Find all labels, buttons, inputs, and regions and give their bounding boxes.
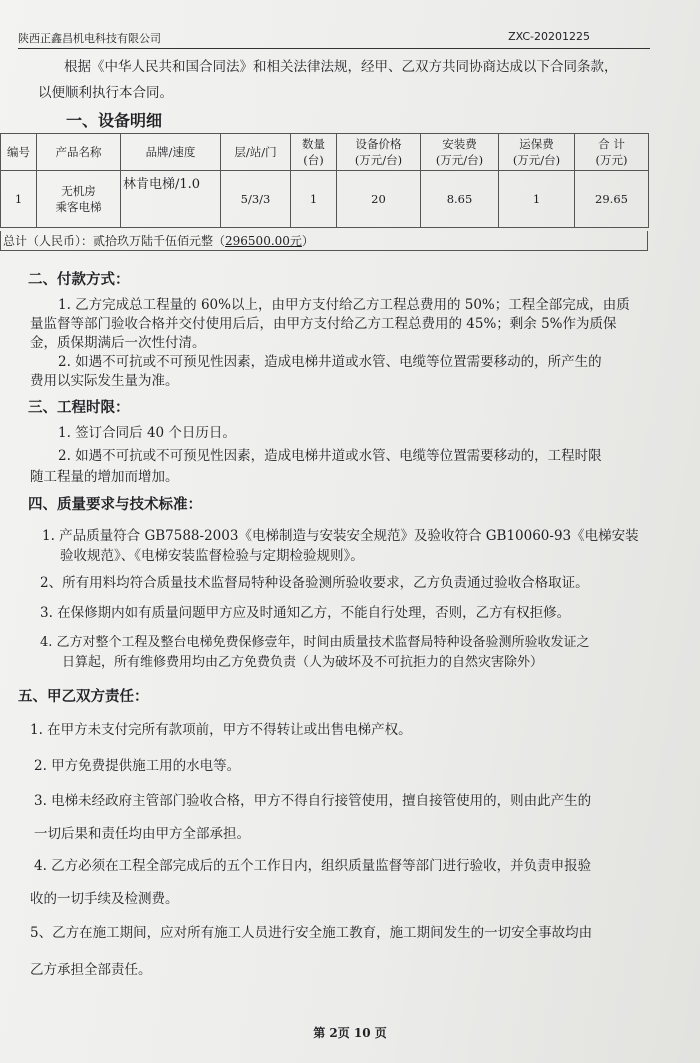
section5-line: 3. 电梯未经政府主管部门验收合格，甲方不得自行接管使用，擅自接管使用的，则由此产生的 [34,793,592,809]
cell-transport: 1 [499,171,575,228]
intro-line-2: 以便顺利执行本合同。 [38,85,173,101]
section3-line: 1. 签订合同后 40 个日历日。 [58,425,236,441]
section3-line: 随工程量的增加而增加。 [30,469,179,485]
total-amount-row: 总计（人民币）：贰拾玖万陆千伍佰元整（296500.00元） [0,231,648,251]
col-header-name: 产品名称 [37,134,121,171]
doc-code: ZXC-20201225 [508,30,590,43]
intro-line-1: 根据《中华人民共和国合同法》和相关法律法规，经甲、乙双方共同协商达成以下合同条款， [64,59,618,75]
table-header-row [1,134,649,171]
section4-title: 四、质量要求与技术标准： [28,497,202,513]
cell-floors: 5/3/3 [221,171,291,228]
section2-line: 量监督等部门验收合格并交付使用后后，由甲方支付给乙方工程总费用的 45%；剩余 5%作为质保 [30,316,617,332]
table-row [1,171,649,228]
section5-line: 乙方承担全部责任。 [30,962,152,978]
section1-title: 一、设备明细 [66,111,163,130]
equipment-table [0,133,649,228]
section5-title: 五、甲乙双方责任： [18,689,149,705]
col-header-no: 编号 [1,134,37,171]
section5-line: 1. 在甲方未支付完所有款项前，甲方不得转让或出售电梯产权。 [30,722,412,738]
section2-line: 费用以实际发生量为准。 [30,373,179,389]
section4-line: 1. 产品质量符合 GB7588-2003《电梯制造与安装安全规范》及验收符合 GB10060-93《电梯安装 [42,528,639,544]
section2-title: 二、付款方式： [28,272,130,288]
section4-line: 2、所有用料均符合质量技术监督局特种设备验测所验收要求，乙方负责通过验收合格取证。 [40,575,589,591]
cell-qty: 1 [291,171,337,228]
cell-total: 29.65 [575,171,649,228]
section4-line: 验收规范》、《电梯安装监督检验与定期检验规则》。 [60,548,364,564]
cell-name: 无机房 乘客电梯 [37,171,121,228]
section2-line: 1. 乙方完成总工程量的 60%以上，由甲方支付给乙方工程总费用的 50%；工程全部完成，由质 [58,297,630,313]
col-header-transport: 运保费 (万元/台) [499,134,575,171]
page-number: 第 2页 10 页 [313,1026,387,1040]
section5-line: 4. 乙方必须在工程全部完成后的五个工作日内，组织质量监督等部门进行验收，并负责申报验 [34,858,592,874]
section3-title: 三、工程时限： [28,400,130,416]
cell-price: 20 [337,171,421,228]
section5-line: 5、乙方在施工期间，应对所有施工人员进行安全施工教育，施工期间发生的一切安全事故均由 [30,925,593,941]
col-header-price: 设备价格 (万元/台) [337,134,421,171]
cell-install: 8.65 [421,171,499,228]
section4-line: 4. 乙方对整个工程及整台电梯免费保修壹年，时间由质量技术监督局特种设备验测所验收发证之 [40,635,590,650]
section5-line: 一切后果和责任均由甲方全部承担。 [34,826,250,842]
col-header-install: 安装费 (万元/台) [421,134,499,171]
col-header-total: 合 计 (万元) [575,134,649,171]
col-header-floors: 层/站/门 [221,134,291,171]
col-header-brand: 品牌/速度 [121,134,221,171]
total-amount: 296500.00元 [225,234,302,248]
cell-no: 1 [1,171,37,228]
cell-brand: 林肯电梯/1.0 [121,171,221,228]
section4-line: 日算起，所有维修费用均由乙方免费负责（人为破坏及不可抗拒力的自然灾害除外） [62,655,544,670]
company-name: 陕西正鑫昌机电科技有限公司 [18,32,161,45]
section5-line: 2. 甲方免费提供施工用的水电等。 [34,758,241,774]
section2-line: 2. 如遇不可抗或不可预见性因素，造成电梯井道或水管、电缆等位置需要移动的，所产生的 [58,354,602,370]
section4-line: 3. 在保修期内如有质量问题甲方应及时通知乙方，不能自行处理，否则，乙方有权拒修。 [40,605,571,621]
section5-line: 收的一切手续及检测费。 [30,891,179,907]
section2-line: 金，质保期满后一次性付清。 [30,335,206,351]
section3-line: 2. 如遇不可抗或不可预见性因素，造成电梯井道或水管、电缆等位置需要移动的，工程时限 [58,448,602,464]
page-header [18,30,650,49]
col-header-qty: 数量 (台) [291,134,337,171]
